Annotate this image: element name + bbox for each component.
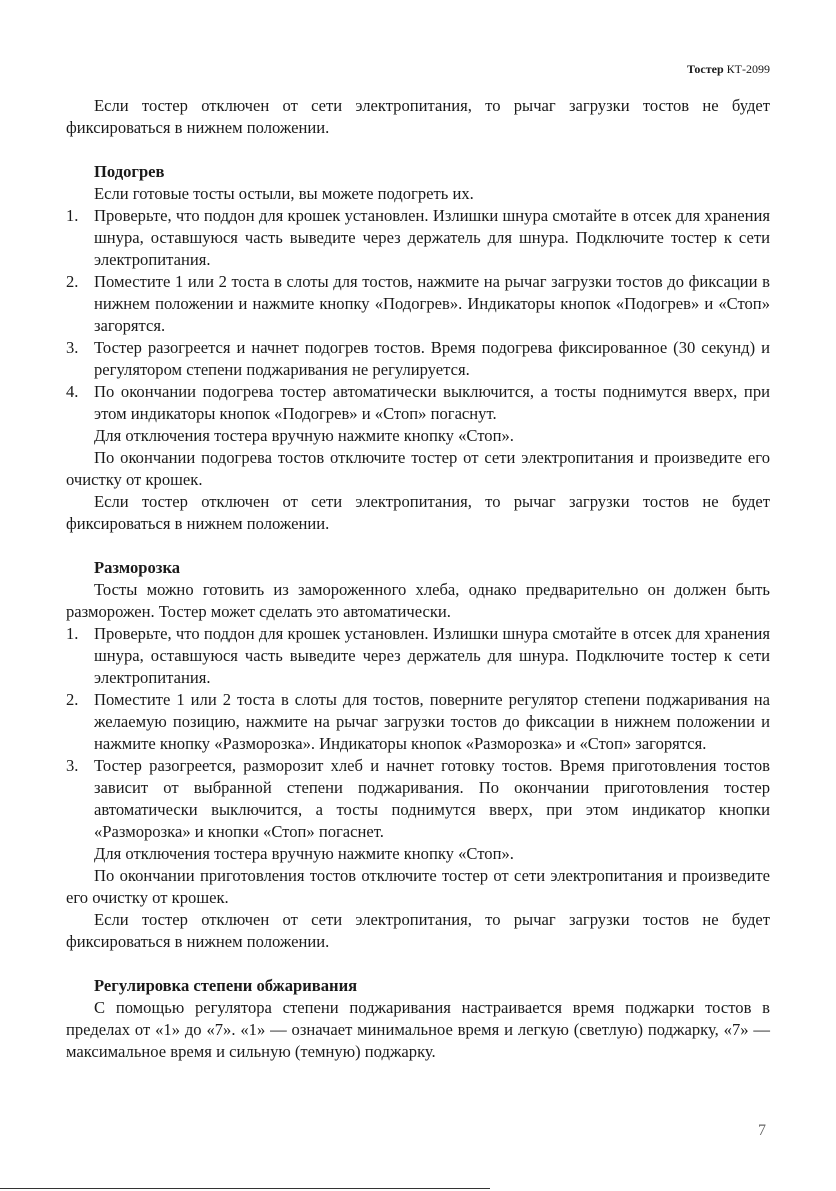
list-item	[66, 755, 770, 843]
defrost-heading: Разморозка	[94, 558, 181, 577]
browning-text: С помощью регулятора степени поджаривания настраивается время поджарки тостов в пределах от «1» до «7». «1» — означает минимальное время и легкую (светлую) поджарку, «7» — максимальное время и сильную (темную) поджарку.	[66, 998, 770, 1061]
intro-paragraph: Если тостер отключен от сети электропитания, то рычаг загрузки тостов не будет фиксироваться в нижнем положении.	[66, 96, 770, 137]
defrost-after-1: По окончании приготовления тостов отключите тостер от сети электропитания и произведите его очистку от крошек.	[66, 866, 770, 907]
defrost-intro: Тосты можно готовить из замороженного хлеба, однако предварительно он должен быть разморожен. Тостер может сделать это автоматически.	[66, 580, 770, 621]
list-text: Тостер разогреется, разморозит хлеб и начнет готовку тостов. Время приготовления тостов зависит от выбранной степени поджаривания. По окончании приготовления тостер автоматически выключится, а тосты поднимутся вверх, при этом индикатор кнопки «Разморозка» и кнопки «Стоп» погаснет.	[94, 756, 770, 841]
list-item	[66, 689, 770, 755]
browning-heading: Регулировка степени обжаривания	[94, 976, 358, 995]
list-text: Проверьте, что поддон для крошек установлен. Излишки шнура смотайте в отсек для хранения шнура, оставшуюся часть выведите через держатель для шнура. Подключите тостер к сети электропитания.	[94, 624, 770, 687]
list-text: Тостер разогреется и начнет подогрев тостов. Время подогрева фиксированное (30 секунд) и регулятором степени поджаривания не регулируется.	[94, 338, 770, 379]
list-text: Проверьте, что поддон для крошек установлен. Излишки шнура смотайте в отсек для хранения шнура, оставшуюся часть выведите через держатель для шнура. Подключите тостер к сети электропитания.	[94, 206, 770, 269]
reheat-after-1: По окончании подогрева тостов отключите тостер от сети электропитания и произведите его очистку от крошек.	[66, 448, 770, 489]
list-number: 3.	[66, 338, 79, 357]
header-title: Тостер	[686, 62, 724, 76]
list-item	[66, 205, 770, 271]
list-text: Поместите 1 или 2 тоста в слоты для тостов, поверните регулятор степени поджаривания на желаемую позицию, нажмите на рычаг загрузки тостов до фиксации в нижнем положении и нажмите кнопку «Разморозка». Индикаторы кнопок «Разморозка» и «Стоп» загорятся.	[94, 690, 770, 753]
reheat-after-2: Если тостер отключен от сети электропитания, то рычаг загрузки тостов не будет фиксироваться в нижнем положении.	[66, 492, 770, 533]
reheat-heading: Подогрев	[94, 162, 165, 181]
list-text: По окончании подогрева тостер автоматически выключится, а тосты поднимутся вверх, при этом индикаторы кнопок «Подогрев» и «Стоп» погаснут.	[94, 382, 770, 423]
list-number: 1.	[66, 624, 79, 643]
page-number: 7	[758, 1122, 766, 1139]
list-number: 1.	[66, 206, 79, 225]
list-number: 4.	[66, 382, 79, 401]
list-number: 3.	[66, 756, 79, 775]
list-item	[66, 381, 770, 425]
footer-rule	[0, 1188, 490, 1189]
reheat-intro: Если готовые тосты остыли, вы можете подогреть их.	[94, 184, 474, 203]
page-body	[66, 95, 770, 1063]
header-model: КТ-2099	[726, 62, 770, 76]
list-item	[66, 623, 770, 689]
list-item	[66, 337, 770, 381]
running-header	[687, 62, 770, 77]
defrost-after-2: Если тостер отключен от сети электропитания, то рычаг загрузки тостов не будет фиксироваться в нижнем положении.	[66, 910, 770, 951]
list-number: 2.	[66, 690, 79, 709]
list-number: 2.	[66, 272, 79, 291]
defrost-manual-off: Для отключения тостера вручную нажмите кнопку «Стоп».	[94, 844, 514, 863]
list-item	[66, 271, 770, 337]
reheat-manual-off: Для отключения тостера вручную нажмите кнопку «Стоп».	[94, 426, 514, 445]
list-text: Поместите 1 или 2 тоста в слоты для тостов, нажмите на рычаг загрузки тостов до фиксации в нижнем положении и нажмите кнопку «Подогрев». Индикаторы кнопок «Подогрев» и «Стоп» загорятся.	[94, 272, 770, 335]
